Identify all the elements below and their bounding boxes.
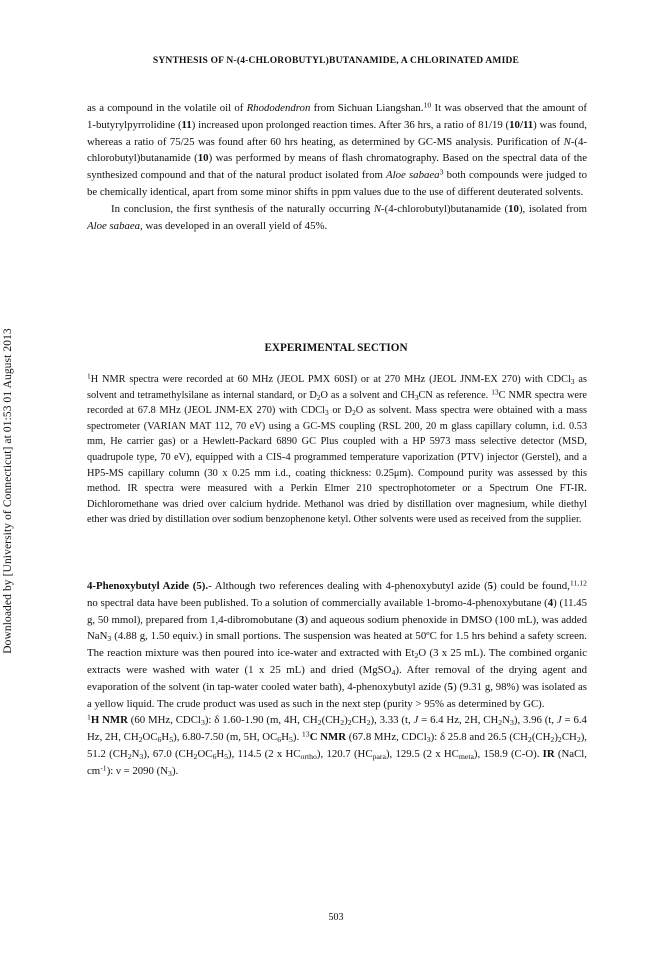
paragraph-continuation: as a compound in the volatile oil of Rhododendron from Sichuan Liangshan.$^{10}$ It was observed that the amount of 1-butyrylpyrrolidine (11) increased upon prolonged reaction times. After 36 hrs, a ratio of 81/19 (10/11) was found, whereas a ratio of 75/25 was found after 60 hrs heating, as determined by GC-MS analysis. Purification of N-(4-chlorobutyl)butanamide (10) was performed by means of flash chromatography. Based on the spectral data of the synthesized compound and that of the natural product isolated from Aloe sabaea$^3$ both compounds were judged to be chemically identical, apart from some minor shifts in ppm values due to the use of different deuterated solvents. (87, 100, 587, 198)
paragraph-instruments: $^1$H NMR spectra were recorded at 60 MHz (JEOL PMX 60SI) or at 270 MHz (JEOL JNM-EX 270) with CDCl$_3$ as solvent and tetramethylsilane as internal standard, or $D_2O$ as a solvent and $CH_3CN$ as reference. $^{13}$C NMR spectra were recorded at 67.8 MHz (JEOL JNM-EX 270) with CDCl$_3$ or $D_2O$ as solvent. Mass spectra were obtained with a mass spectrometer (VARIAN MAT 112, 70 eV) using a GC-MS coupling (RSL 200, 20 m glass capillary column, i.d. 0.53 mm, He carrier gas) or a Hewlett-Packard 6890 GC Plus coupled with a HP 5973 mass selective detector (MSD, quadrupole type, 70 eV), equipped with a CIS-4 programmed temperature vaporization (PTV) injector (Gerstel), and a HP5-MS capillary column (30 x 0.25 mm i.d., coating thickness: 0.25μm). Compound purity was assessed by this method. IR spectra were measured with a Perkin Elmer 210 spectrophotometer or a Spectrum One FT-IR. Dichloromethane was dried over calcium hydride. Methanol was dried by distillation over magnesium, while diethyl ether was dried by distillation over sodium benzophenone ketyl. Other solvents were used as received from the supplier. (87, 371, 588, 526)
page-number: 503 (328, 912, 344, 923)
experimental-general (87, 372, 587, 528)
paragraph-conclusion: In conclusion, the first synthesis of the naturally occurring N-(4-chlorobutyl)butanamide (10), isolated from Aloe sabaea, was developed in an overall yield of 45%. (87, 202, 587, 232)
section-title: EXPERIMENTAL SECTION (264, 342, 408, 354)
paragraph-spectra: $^1$H NMR (60 MHz, CDCl$_3$): δ 1.60-1.90 (m, 4H, $CH_2(CH_2)_2CH_2$), 3.33 (t, J = 6.4 Hz, 2H, $CH_2N_3$), 3.96 (t, J = 6.4 Hz, 2H, $CH_2OC_6H_5$), 6.80-7.50 (m, 5H, $OC_6H_5$). $^{13}$C NMR (67.8 MHz, CDCl$_3$): δ 25.8 and 26.5 $(CH_2(CH_2)_2CH_2)$, 51.2 $(CH_2N_3)$, 67.0 $(CH_2OC_6H_5)$, 114.5 (2 x $HC_{ortho}$), 120.7 $(HC_{para})$, 129.5 (2 x $HC_{meta}$), 158.9 (C-O). IR (NaCl, $cm^{-1}$): ν = 2090 $(N_3)$. (87, 712, 587, 778)
paragraph-azide: 4-Phenoxybutyl Azide (5).- Although two references dealing with 4-phenoxybutyl azide (5) could be found,$^{11,12}$ no spectral data have been published. To a solution of commercially available 1-bromo-4-phenoxybutane (4) (11.45 g, 50 mmol), prepared from 1,4-dibromobutane (3) and aqueous sodium phenoxide in DMSO (100 mL), was added NaN$_3$ (4.88 g, 1.50 equiv.) in small portions. The suspension was heated at 50ºC for 1.5 hrs behind a safety screen. The reaction mixture was then poured into ice-water and extracted with $Et_2O$ (3 x 25 mL). The combined organic extracts were washed with water (1 x 25 mL) and dried (MgSO$_4$). After removal of the drying agent and evaporation of the solvent (in tap-water cooled water bath), 4-phenoxybutyl azide (5) (9.31 g, 98%) was isolated as a yellow liquid. The crude product was used as such in the next step (purity > 95% as determined by GC). (87, 578, 588, 710)
procedure-title: 4-Phenoxybutyl Azide (5). (87, 580, 209, 592)
body-text-block (87, 100, 587, 234)
running-header: SYNTHESIS OF N-(4-CHLOROBUTYL)BUTANAMIDE, A CHLORINATED AMIDE (152, 56, 520, 66)
azide-procedure (87, 578, 587, 780)
download-watermark: Downloaded by [University of Connecticut] at 01:53 01 August 2013 (2, 328, 14, 654)
